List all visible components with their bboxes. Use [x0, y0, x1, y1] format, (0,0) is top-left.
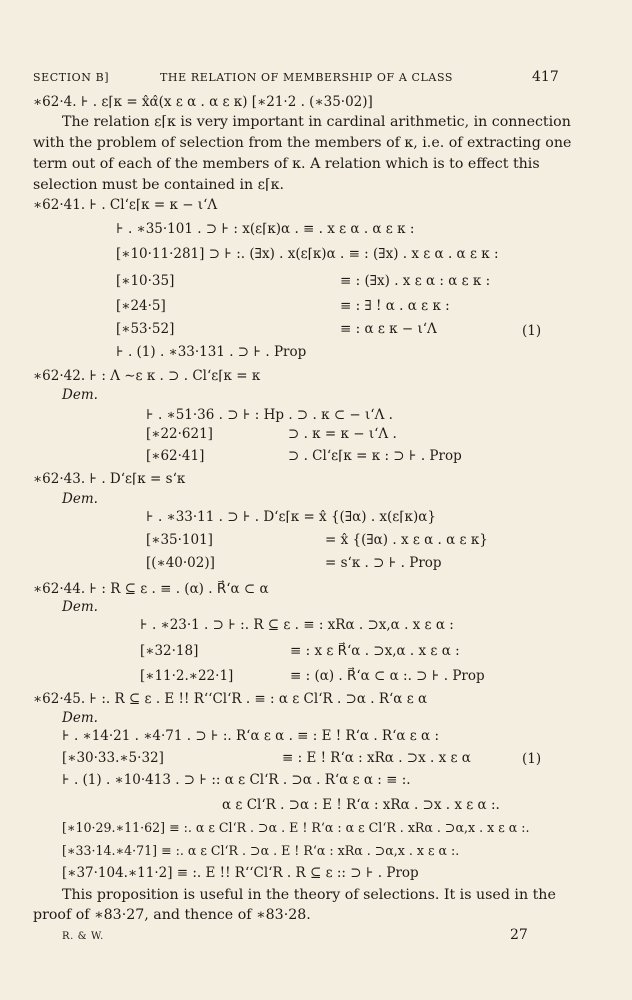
proof-ref: [(∗40·02)]: [146, 555, 215, 571]
proof-step: ≡ : ∃ ! α . α ε κ :: [340, 298, 450, 314]
proposition-62-43: ∗62·43. ⊦ . D‘ε⌈κ = s‘κ: [33, 471, 186, 487]
proof-line: [∗33·14.∗4·71] ≡ :. α ε Cl‘R . ⊃α . E ! R‘α : xRα . ⊃α,x . x ε α :.: [62, 843, 460, 858]
proof-step: ≡ : x ε R⃗‘α . ⊃x,α . x ε α :: [290, 643, 460, 659]
proof-step: ≡ : E ! R‘α : xRα . ⊃x . x ε α: [282, 750, 471, 766]
proof-step: ⊃ . Cl‘ε⌈κ = κ : ⊃ ⊦ . Prop: [288, 448, 462, 464]
proof-line: ⊦ . ∗23·1 . ⊃ ⊦ :. R ⊆ ε . ≡ : xRα . ⊃x,α . x ε α :: [140, 617, 454, 633]
proposition-62-41: ∗62·41. ⊦ . Cl‘ε⌈κ = κ − ι‘Λ: [33, 197, 218, 213]
proposition-62-44: ∗62·44. ⊦ : R ⊆ ε . ≡ . (α) . R⃗‘α ⊂ α: [33, 581, 269, 597]
dem-label: Dem.: [62, 491, 98, 507]
proof-line: ⊦ . ∗51·36 . ⊃ ⊦ : Hp . ⊃ . κ ⊂ − ι‘Λ .: [146, 407, 393, 423]
proof-line: ⊦ . (1) . ∗10·413 . ⊃ ⊦ :: α ε Cl‘R . ⊃α . R‘α ε α : ≡ :.: [62, 772, 411, 788]
proof-ref: [∗11·2.∗22·1]: [140, 668, 234, 684]
proof-ref: [∗35·101]: [146, 532, 213, 548]
proposition-62-4: ∗62·4. ⊦ . ε⌈κ = x̂α̂(x ε α . α ε κ) [∗21·2 . (∗35·02)]: [33, 94, 373, 110]
proof-step: ≡ : (∃x) . x ε α : α ε κ :: [340, 273, 491, 289]
equation-number: (1): [522, 751, 542, 767]
proof-line: [∗10·29.∗11·62] ≡ :. α ε Cl‘R . ⊃α . E ! R‘α : α ε Cl‘R . xRα . ⊃α,x . x ε α :.: [62, 820, 530, 835]
paragraph-line: The relation ε⌈κ is very important in cardinal arithmetic, in connection: [62, 114, 571, 130]
proof-line: α ε Cl‘R . ⊃α : E ! R‘α : xRα . ⊃x . x ε α :.: [222, 797, 500, 813]
proposition-62-42: ∗62·42. ⊦ : Λ ∼ε κ . ⊃ . Cl‘ε⌈κ = κ: [33, 368, 261, 384]
dem-label: Dem.: [62, 710, 98, 726]
proof-ref: [∗32·18]: [140, 643, 199, 659]
running-title: THE RELATION OF MEMBERSHIP OF A CLASS: [160, 71, 454, 84]
proof-ref: [∗53·52]: [116, 321, 175, 337]
paragraph-line: proof of ∗83·27, and thence of ∗83·28.: [33, 907, 311, 923]
proof-ref: [∗10·35]: [116, 273, 175, 289]
proof-line: ⊦ . (1) . ∗33·131 . ⊃ ⊦ . Prop: [116, 344, 307, 360]
proof-step: ⊃ . κ = κ − ι‘Λ .: [288, 426, 397, 442]
proof-line: ⊦ . ∗33·11 . ⊃ ⊦ . D‘ε⌈κ = x̂ {(∃α) . x(ε⌈κ)α}: [146, 509, 436, 525]
proposition-62-45: ∗62·45. ⊦ :. R ⊆ ε . E !! R‘‘Cl‘R . ≡ : α ε Cl‘R . ⊃α . R‘α ε α: [33, 691, 428, 707]
dem-label: Dem.: [62, 599, 98, 615]
proof-line: ⊦ . ∗35·101 . ⊃ ⊦ : x(ε⌈κ)α . ≡ . x ε α . α ε κ :: [116, 221, 415, 237]
proof-line: ⊦ . ∗14·21 . ∗4·71 . ⊃ ⊦ :. R‘α ε α . ≡ : E ! R‘α . R‘α ε α :: [62, 728, 440, 744]
footer-sheet-number: 27: [510, 927, 528, 943]
proof-step: ≡ : α ε κ − ι‘Λ: [340, 321, 437, 337]
paragraph-line: term out of each of the members of κ. A relation which is to effect this: [33, 156, 540, 172]
proof-line: [∗10·11·281] ⊃ ⊦ :. (∃x) . x(ε⌈κ)α . ≡ : (∃x) . x ε α . α ε κ :: [116, 246, 499, 262]
footer-signature: R. & W.: [62, 931, 104, 942]
page-number: 417: [532, 69, 559, 85]
proof-ref: [∗62·41]: [146, 448, 205, 464]
equation-number: (1): [522, 323, 542, 339]
paragraph-line: selection must be contained in ε⌈κ.: [33, 177, 284, 193]
dem-label: Dem.: [62, 387, 98, 403]
proof-step: ≡ : (α) . R⃗‘α ⊂ α :. ⊃ ⊦ . Prop: [290, 668, 485, 684]
proof-ref: [∗24·5]: [116, 298, 166, 314]
section-label: SECTION B]: [33, 71, 110, 84]
proof-ref: [∗22·621]: [146, 426, 213, 442]
proof-step: = s‘κ . ⊃ ⊦ . Prop: [325, 555, 442, 571]
paragraph-line: with the problem of selection from the members of κ, i.e. of extracting one: [33, 135, 572, 151]
proof-step: = x̂ {(∃α) . x ε α . α ε κ}: [325, 532, 488, 548]
proof-ref: [∗30·33.∗5·32]: [62, 750, 164, 766]
paragraph-line: This proposition is useful in the theory of selections. It is used in the: [62, 887, 556, 903]
proof-line: [∗37·104.∗11·2] ≡ :. E !! R‘‘Cl‘R . R ⊆ ε :: ⊃ ⊦ . Prop: [62, 865, 419, 881]
